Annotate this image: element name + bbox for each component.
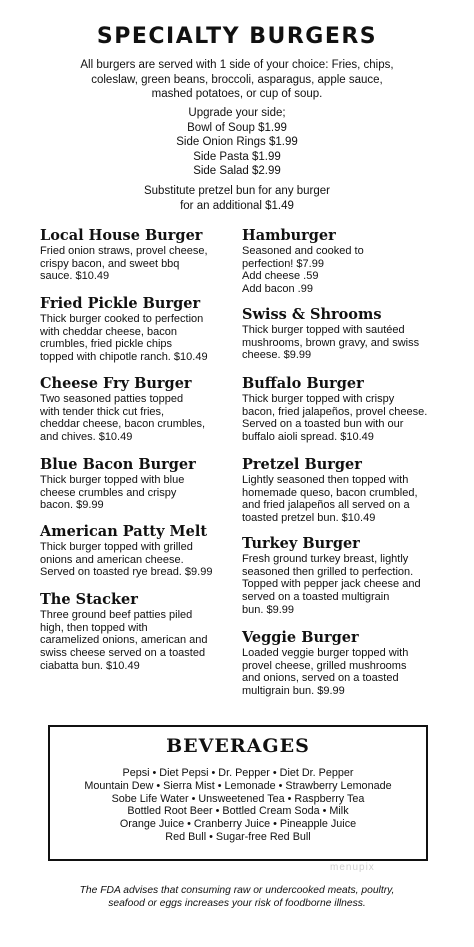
desc-line: mushrooms, brown gravy, and swiss <box>242 336 420 349</box>
desc-line: crispy bacon, and sweet bbq <box>40 257 180 270</box>
menu-item-name: Turkey Burger <box>242 535 360 552</box>
desc-line: Served on a toasted bun with our <box>242 418 404 431</box>
desc-line: Two seasoned patties topped <box>40 393 184 405</box>
beverages-list <box>50 767 426 844</box>
upgrade-line: Side Salad $2.99 <box>193 165 281 177</box>
desc-line: Lightly seasoned then topped with <box>242 474 409 486</box>
menu-item-name: Veggie Burger <box>242 629 359 646</box>
desc-line: multigrain bun. $9.99 <box>242 685 345 698</box>
desc-line: with cheddar cheese, bacon <box>40 325 177 338</box>
menu-item-description <box>242 245 447 296</box>
desc-line: caramelized onions, american and <box>40 634 208 647</box>
menu-item-hamburger <box>242 227 447 296</box>
desc-line: onions and american cheese. <box>40 553 184 566</box>
desc-line: cheese. $9.99 <box>242 349 312 362</box>
substitute-line: Substitute pretzel bun for any burger <box>143 185 331 197</box>
beverages-title: BEVERAGES <box>166 735 310 757</box>
desc-line: cheese crumbles and crispy <box>40 486 177 499</box>
desc-line: perfection! $7.99 <box>242 257 324 270</box>
desc-line: topped with chipotle ranch. $10.49 <box>40 351 208 364</box>
intro-line: All burgers are served with 1 side of your choice: Fries, chips, <box>80 59 394 71</box>
beverage-line: Mountain Dew • Sierra Mist • Lemonade • Strawberry Lemonade <box>84 779 392 792</box>
menu-item-local-house-burger <box>40 227 245 283</box>
desc-line: Three ground beef patties piled <box>40 609 193 621</box>
desc-line: bacon. $9.99 <box>40 499 104 512</box>
menu-item-name: Pretzel Burger <box>242 456 362 473</box>
menu-item-description <box>40 609 245 673</box>
desc-line: Fresh ground turkey breast, lightly <box>242 553 409 565</box>
beverage-line: Orange Juice • Cranberry Juice • Pineapple Juice <box>119 818 357 831</box>
desc-line: swiss cheese served on a toasted <box>40 647 206 660</box>
menu-item-name: The Stacker <box>40 591 138 608</box>
substitute-line: for an additional $1.49 <box>180 199 294 212</box>
menu-item-name: Hamburger <box>242 227 336 244</box>
desc-line: high, then topped with <box>40 621 148 634</box>
desc-line: Thick burger topped with blue <box>40 474 185 486</box>
menu-item-name: Swiss & Shrooms <box>242 306 382 323</box>
menu-item-description <box>242 553 447 617</box>
intro-line: coleslaw, green beans, broccoli, asparagus, apple sauce, <box>91 73 383 86</box>
desc-line: Add cheese .59 <box>242 270 319 283</box>
desc-line: Fried onion straws, provel cheese, <box>40 245 208 257</box>
desc-line: provel cheese, grilled mushrooms <box>242 659 407 672</box>
desc-line: and fried jalapeños all served on a <box>242 499 410 512</box>
desc-line: Add bacon .99 <box>242 283 313 296</box>
beverage-line: Bottled Root Beer • Bottled Cream Soda • Milk <box>127 805 349 818</box>
desc-line: Thick burger topped with sautéed <box>242 324 405 336</box>
menu-item-description <box>40 313 245 364</box>
substitute-bun-text <box>20 184 454 213</box>
page-title: SPECIALTY BURGERS <box>96 24 378 49</box>
menu-item-veggie-burger <box>242 629 447 698</box>
menu-item-description <box>242 393 447 444</box>
desc-line: Loaded veggie burger topped with <box>242 647 409 659</box>
menu-item-name: Local House Burger <box>40 227 203 244</box>
menu-item-american-patty-melt <box>40 523 245 579</box>
menu-item-name: American Patty Melt <box>40 523 208 540</box>
intro-text <box>20 58 454 102</box>
beverage-line: Pepsi • Diet Pepsi • Dr. Pepper • Diet Dr. Pepper <box>122 767 354 779</box>
menu-item-description <box>40 393 245 444</box>
desc-line: Served on toasted rye bread. $9.99 <box>40 566 213 579</box>
desc-line: served on a toasted multigrain <box>242 591 390 604</box>
desc-line: bun. $9.99 <box>242 603 294 616</box>
menu-item-name: Cheese Fry Burger <box>40 375 192 392</box>
upgrade-line: Upgrade your side; <box>188 107 286 119</box>
desc-line: sauce. $10.49 <box>40 270 110 283</box>
desc-line: Seasoned and cooked to <box>242 245 364 257</box>
menu-item-description <box>242 647 447 698</box>
desc-line: bacon, fried jalapeños, provel cheese. <box>242 405 428 418</box>
menu-item-name: Fried Pickle Burger <box>40 295 201 312</box>
desc-line: Thick burger topped with crispy <box>242 393 395 405</box>
menu-item-description <box>242 324 447 362</box>
desc-line: crumbles, fried pickle chips <box>40 338 173 351</box>
desc-line: buffalo aioli spread. $10.49 <box>242 431 374 444</box>
menu-item-name: Buffalo Burger <box>242 375 364 392</box>
menu-item-description <box>40 541 245 579</box>
menu-item-the-stacker <box>40 591 245 673</box>
upgrade-line: Side Onion Rings $1.99 <box>176 136 298 148</box>
beverage-line: Red Bull • Sugar-free Red Bull <box>165 830 311 843</box>
intro-line: mashed potatoes, or cup of soup. <box>151 88 323 100</box>
menu-item-swiss-and-shrooms <box>242 306 447 362</box>
beverages-box <box>48 725 428 861</box>
menu-item-description <box>242 474 447 525</box>
upgrade-line: Side Pasta $1.99 <box>193 150 281 163</box>
menu-item-turkey-burger <box>242 535 447 617</box>
upgrade-line: Bowl of Soup $1.99 <box>187 121 287 134</box>
menu-item-pretzel-burger <box>242 456 447 525</box>
watermark: menupix <box>330 862 375 873</box>
menu-item-description <box>40 474 245 512</box>
menu-item-description <box>40 245 245 283</box>
desc-line: ciabatta bun. $10.49 <box>40 659 140 672</box>
menu-item-blue-bacon-burger <box>40 456 245 512</box>
desc-line: toasted pretzel bun. $10.49 <box>242 512 376 525</box>
desc-line: seasoned then grilled to perfection. <box>242 565 414 578</box>
menu-item-buffalo-burger <box>242 375 447 444</box>
fda-line: seafood or eggs increases your risk of foodborne illness. <box>108 898 366 909</box>
fda-disclaimer <box>20 884 454 910</box>
menu-item-name: Blue Bacon Burger <box>40 456 196 473</box>
desc-line: Thick burger topped with grilled <box>40 541 193 553</box>
desc-line: cheddar cheese, bacon crumbles, <box>40 418 206 431</box>
desc-line: with tender thick cut fries, <box>40 405 165 418</box>
desc-line: and chives. $10.49 <box>40 431 133 444</box>
beverage-line: Sobe Life Water • Unsweetened Tea • Raspberry Tea <box>111 792 365 805</box>
desc-line: and onions, served on a toasted <box>242 672 399 685</box>
desc-line: Topped with pepper jack cheese and <box>242 578 421 591</box>
menu-item-cheese-fry-burger <box>40 375 245 444</box>
fda-line: The FDA advises that consuming raw or undercooked meats, poultry, <box>79 885 395 896</box>
menu-item-fried-pickle-burger <box>40 295 245 364</box>
desc-line: homemade queso, bacon crumbled, <box>242 486 418 499</box>
desc-line: Thick burger cooked to perfection <box>40 313 204 325</box>
upgrade-side-text <box>20 106 454 179</box>
